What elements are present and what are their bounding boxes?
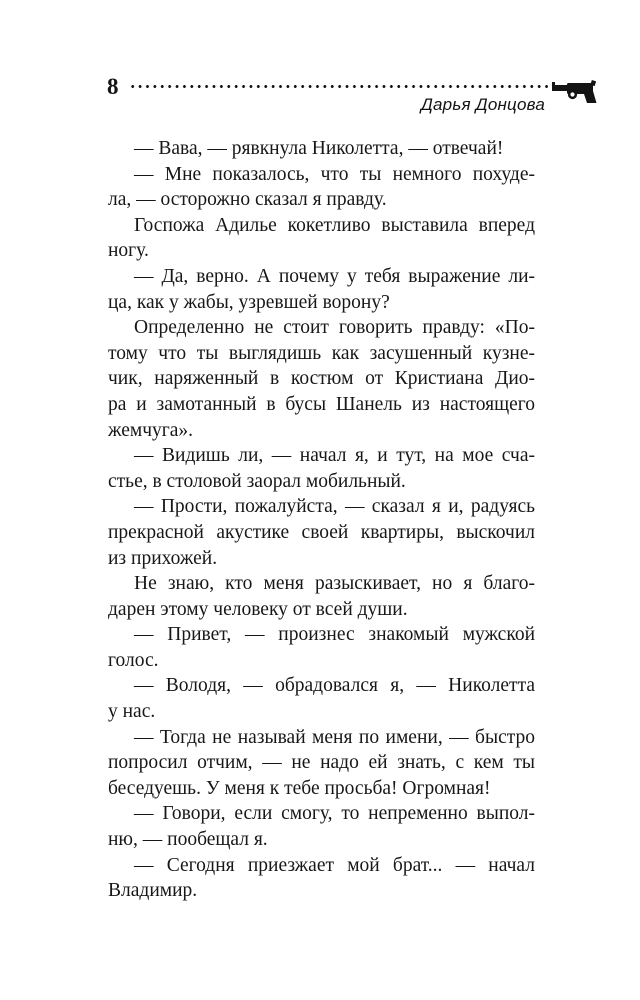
running-head [0,0,640,130]
text-line: беседуешь. У меня к тебе просьба! Огромная! [108,777,491,799]
text-line: — Говори, если смогу, то непременно выпол- [134,803,535,825]
text-line: дарен этому человеку от всей души. [108,598,408,620]
text-line: Владимир. [108,880,198,902]
paragraph [108,315,535,443]
text-line: тому что ты выглядишь как засушенный кузне- [108,342,535,364]
text-line: — Тогда не называй меня по имени, — быстро [134,726,535,748]
paragraph [108,264,535,315]
text-line: ногу. [108,240,149,262]
text-line: ца, как у жабы, узревшей ворону? [108,291,390,313]
paragraph [108,673,535,724]
page-text [108,136,535,904]
paragraph [108,443,535,494]
text-line: голос. [108,649,159,671]
text-line: Не знаю, кто меня разыскивает, но я благо- [134,573,535,595]
text-line: Определенно не стоит говорить правду: «По- [134,317,535,339]
text-line: — Мне показалось, что ты немного похуде- [134,163,535,185]
dotted-rule [129,84,548,89]
text-line: — Сегодня приезжает мой брат... — начал [134,854,535,876]
revolver-icon [551,77,597,105]
text-line: у нас. [108,701,156,723]
paragraph [108,725,535,802]
text-line: чик, наряженный в костюм от Кристиана Дио- [108,368,535,390]
text-line: стье, в столовой заорал мобильный. [108,470,406,492]
paragraph [108,213,535,264]
text-line: — Вава, — рявкнула Николетта, — отвечай! [134,138,504,159]
paragraph [108,162,535,213]
paragraph [108,494,535,571]
paragraph [108,853,535,904]
paragraph [108,136,535,162]
text-line: — Да, верно. А почему у тебя выражение ли- [134,265,535,287]
page-number: 8 [107,74,119,99]
running-head-author: Дарья Донцова [420,95,545,114]
text-line: жемчуга». [108,419,194,441]
text-line: прекрасной акустике своей квартиры, выскочил [108,521,535,543]
text-line: — Видишь ли, — начал я, и тут, на мое сча- [134,445,535,467]
text-line: из прихожей. [108,547,218,569]
text-line: — Привет, — произнес знакомый мужской [134,624,535,646]
text-line: попросил отчим, — не надо ей знать, с кем ты [108,752,535,774]
text-line: ла, — осторожно сказал я правду. [108,189,387,211]
paragraph [108,571,535,622]
paragraph [108,622,535,673]
text-line: ню, — пообещал я. [108,829,268,851]
text-line: Госпожа Адилье кокетливо выставила вперед [134,214,535,236]
text-line: — Прости, пожалуйста, — сказал я и, радуясь [134,496,535,518]
text-line: ра и замотанный в бусы Шанель из настоящего [108,393,535,415]
text-line: — Володя, — обрадовался я, — Николетта [134,675,535,697]
paragraph [108,801,535,852]
